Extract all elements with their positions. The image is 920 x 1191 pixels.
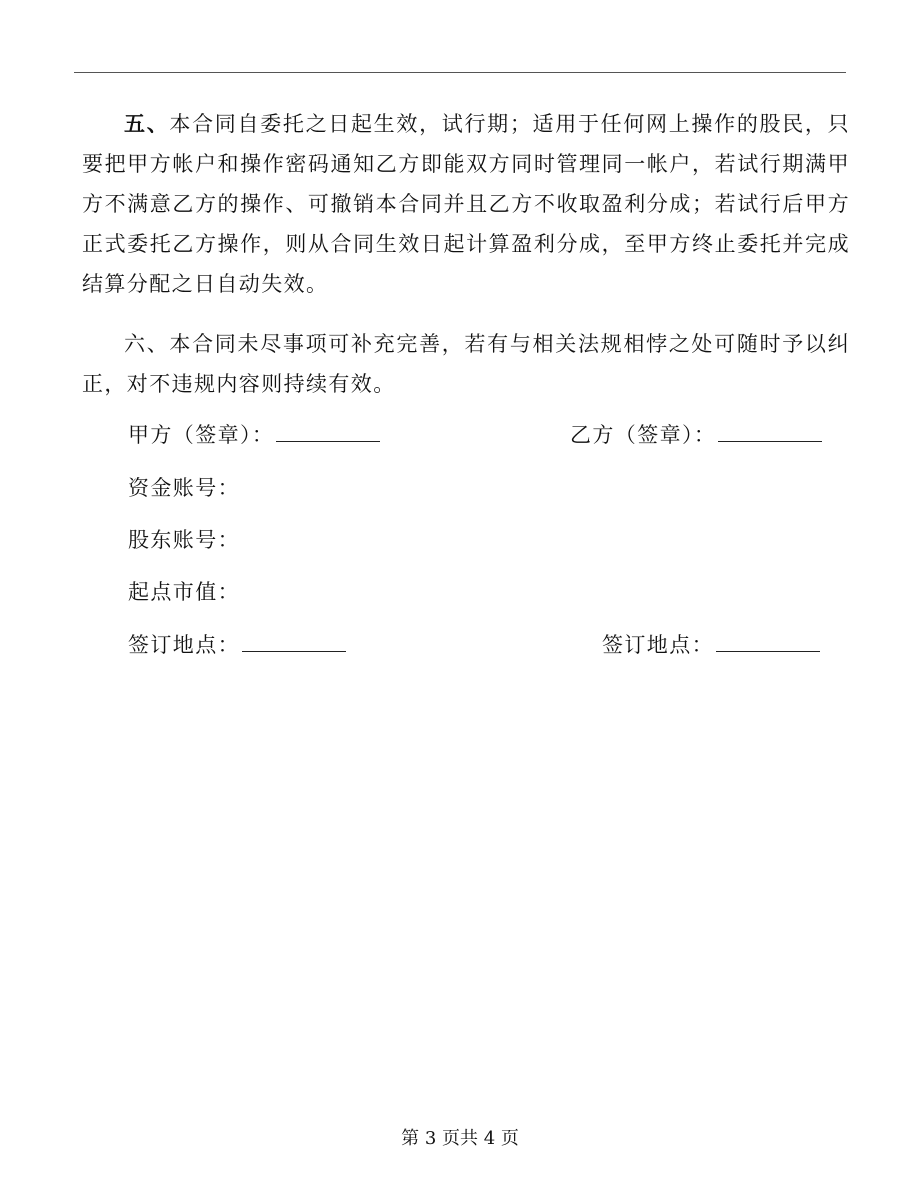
starting-value-field bbox=[128, 577, 240, 607]
shareholder-account-field bbox=[128, 525, 240, 555]
clause-5-text: 本合同自委托之日起生效，试行期；适用于任何网上操作的股民，只要把甲方帐户和操作密码通知乙方即能双方同时管理同一帐户，若试行期满甲方不满意乙方的操作、可撤销本合同并且乙方不收取盈利分成；若试行后甲方正式委托乙方操作，则从合同生效日起计算盈利分成，至甲方终止委托并完成结算分配之日自动失效。 bbox=[82, 112, 850, 296]
signing-place-b-field bbox=[602, 630, 820, 660]
clause-5-paragraph bbox=[82, 104, 850, 304]
header-rule bbox=[74, 72, 846, 73]
signing-place-b-label: 签订地点： bbox=[602, 633, 714, 657]
party-a-signature-blank bbox=[276, 421, 380, 442]
party-a-signature-label: 甲方（签章）： bbox=[128, 423, 275, 447]
clause-5-number: 五、 bbox=[124, 111, 170, 136]
fund-account-label: 资金账号： bbox=[128, 476, 240, 500]
shareholder-account-label: 股东账号： bbox=[128, 528, 240, 552]
signing-place-a-blank bbox=[242, 631, 346, 652]
signing-place-b-blank bbox=[716, 631, 820, 652]
clause-6-number: 六、 bbox=[124, 332, 170, 356]
fund-account-field bbox=[128, 473, 240, 503]
clause-6-paragraph bbox=[82, 324, 850, 404]
party-b-signature-field bbox=[570, 420, 822, 450]
starting-value-label: 起点市值： bbox=[128, 580, 240, 604]
signing-place-a-field bbox=[128, 630, 346, 660]
party-b-signature-label: 乙方（签章）： bbox=[570, 423, 717, 447]
party-a-signature-field bbox=[128, 420, 380, 450]
clause-6-text: 本合同未尽事项可补充完善，若有与相关法规相悖之处可随时予以纠正，对不违规内容则持续有效。 bbox=[82, 332, 850, 396]
page-footer: 第 3 页共 4 页 bbox=[401, 1128, 519, 1149]
signing-place-a-label: 签订地点： bbox=[128, 633, 240, 657]
party-b-signature-blank bbox=[718, 421, 822, 442]
